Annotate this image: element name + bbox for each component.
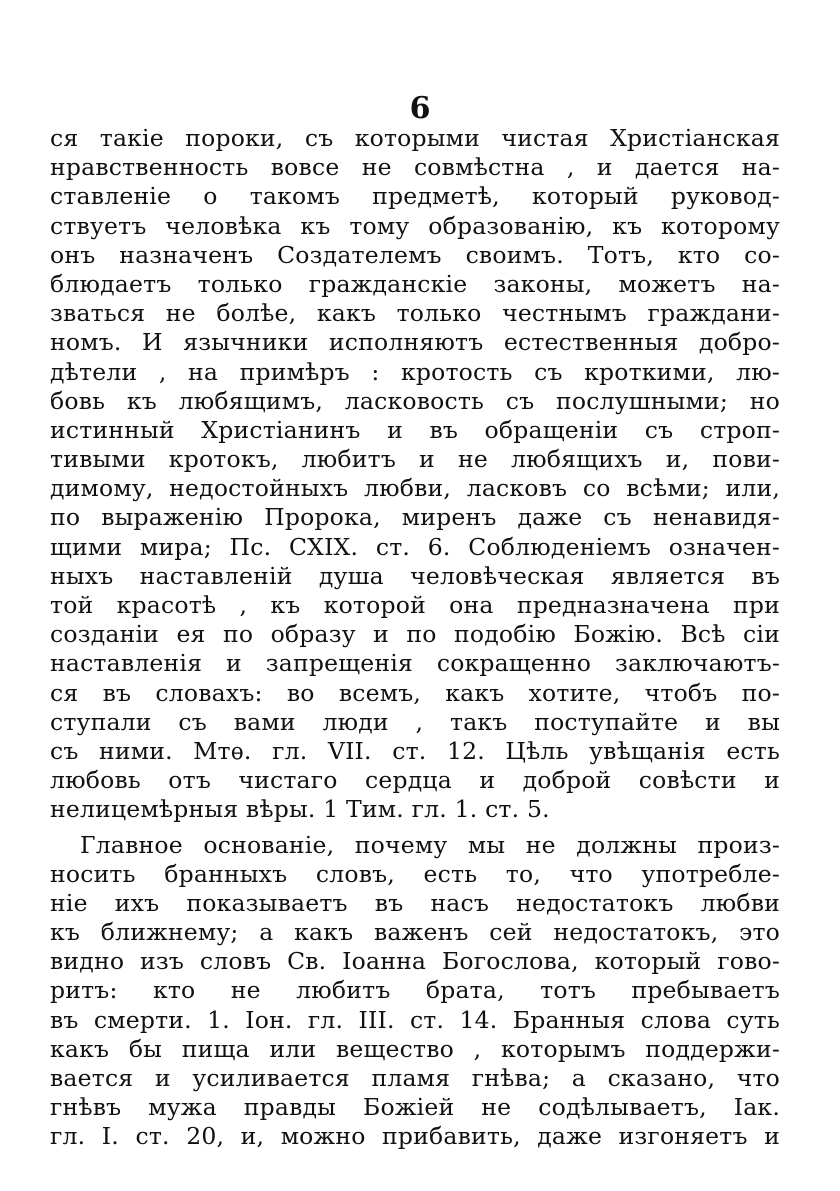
text-line: дѣтели , на примѣръ : кротость съ кроткими, лю- — [50, 357, 780, 386]
text-line: ступали съ вами люди , такъ поступайте и вы — [50, 707, 780, 736]
text-line: истинный Христіанинъ и въ обращеніи съ строп- — [50, 415, 780, 444]
text-line: ся такіе пороки, съ которыми чистая Христіанская — [50, 124, 780, 152]
text-line: въ смерти. 1. Іон. гл. III. ст. 14. Бранныя слова суть — [50, 1005, 780, 1034]
text-line: любовь отъ чистаго сердца и доброй совѣсти и — [50, 766, 780, 795]
text-line: ныхъ наставленій душа человѣческая является въ — [50, 561, 780, 590]
text-line: блюдаетъ только гражданскіе законы, можетъ на- — [50, 269, 780, 298]
text-line: щими мира; Пс. CXIX. ст. 6. Соблюденіемъ означен- — [50, 532, 780, 561]
text-line: къ ближнему; а какъ важенъ сей недостатокъ, это — [50, 918, 780, 947]
body-text — [50, 124, 780, 1152]
page-number: 6 — [409, 91, 431, 126]
text-line: ствуетъ человѣка къ тому образованію, къ которому — [50, 211, 780, 240]
text-line: димому, недостойныхъ любви, ласковъ со всѣми; или, — [50, 474, 780, 503]
paragraph-1 — [50, 124, 780, 825]
text-line: съ ними. Мтѳ. гл. VII. ст. 12. Цѣль увѣщанія есть — [50, 736, 780, 765]
text-line: ставленіе о такомъ предметѣ, который руковод- — [50, 182, 780, 211]
paragraph-2 — [50, 831, 780, 1152]
text-line: по выраженію Пророка, миренъ даже съ ненавидя- — [50, 503, 780, 532]
text-line: нравственность вовсе не совмѣстна , и дается на- — [50, 153, 780, 182]
text-line: гнѣвъ мужа правды Божіей не содѣлываетъ, Іак. — [50, 1093, 780, 1122]
text-line: носить бранныхъ словъ, есть то, что употребле- — [50, 859, 780, 888]
text-line: видно изъ словъ Св. Іоанна Богослова, который гово- — [50, 947, 780, 976]
text-line: бовь къ любящимъ, ласковость съ послушными; но — [50, 386, 780, 415]
text-line: тивыми кротокъ, любитъ и не любящихъ и, пови- — [50, 445, 780, 474]
text-line: нелицемѣрныя вѣры. 1 Тим. гл. 1. ст. 5. — [50, 795, 550, 824]
text-line: ся въ словахъ: во всемъ, какъ хотите, чтобъ по- — [50, 678, 780, 707]
text-line: номъ. И язычники исполняютъ естественныя добро- — [50, 328, 780, 357]
text-line: той красотѣ , къ которой она предназначена при — [50, 591, 780, 619]
text-line: ритъ: кто не любитъ брата, тотъ пребываетъ — [50, 976, 780, 1005]
text-line: онъ назначенъ Создателемъ своимъ. Тотъ, кто со- — [50, 240, 780, 269]
text-line: ніе ихъ показываетъ въ насъ недостатокъ любви — [50, 888, 780, 917]
text-line: какъ бы пища или вещество , которымъ поддержи- — [50, 1034, 780, 1063]
text-line: зваться не болѣе, какъ только честнымъ граждани- — [50, 299, 780, 328]
text-line: гл. I. ст. 20, и, можно прибавить, даже изгоняетъ и — [50, 1122, 780, 1151]
text-line: Главное основаніе, почему мы не должны произ- — [80, 830, 780, 859]
text-line: вается и усиливается пламя гнѣва; а сказано, что — [50, 1064, 780, 1092]
text-line: созданіи ея по образу и по подобію Божію. Всѣ сіи — [50, 620, 780, 649]
text-line: наставленія и запрещенія сокращенно заключаютъ- — [50, 649, 780, 678]
